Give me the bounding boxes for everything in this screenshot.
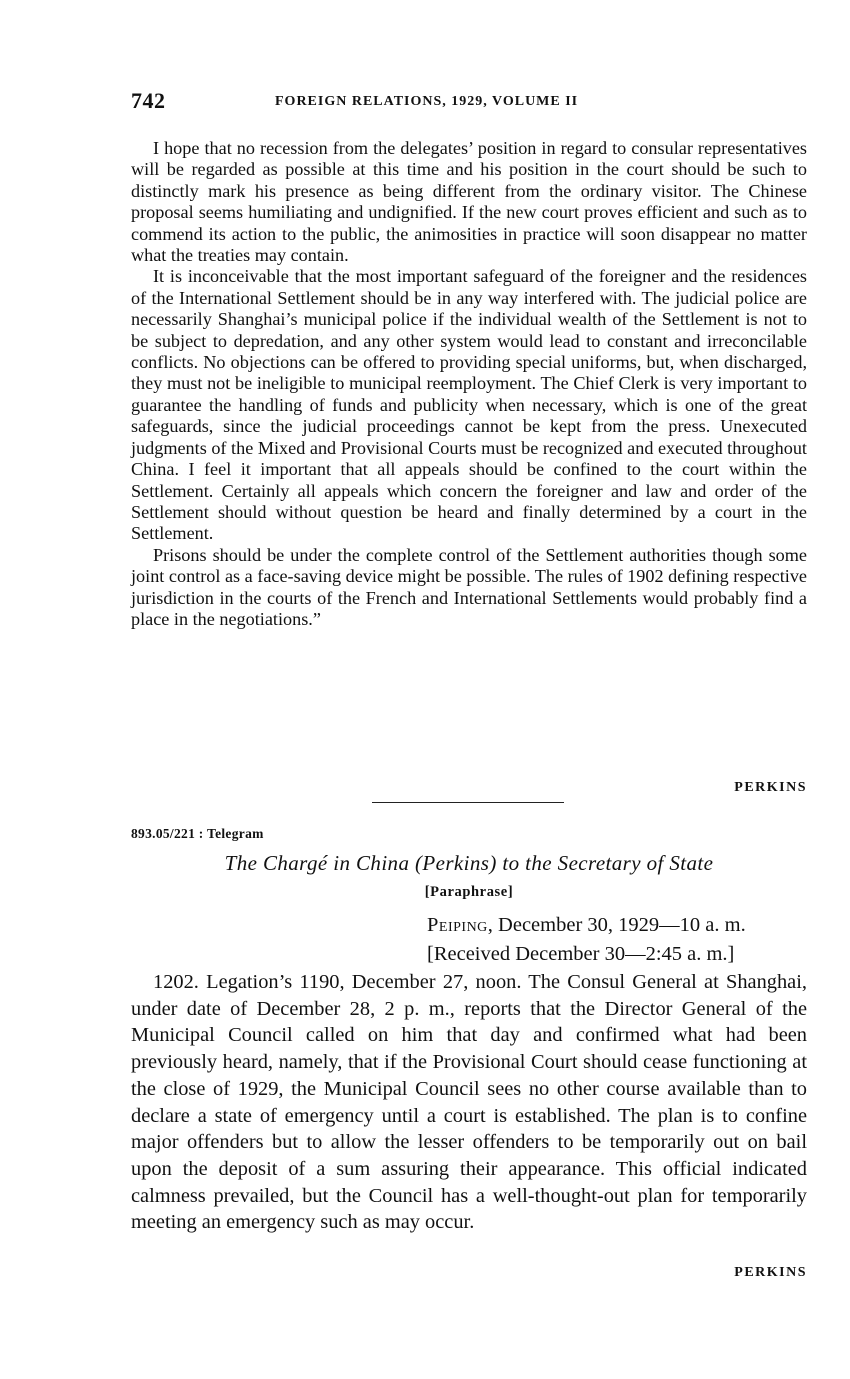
dateline-place: Peiping <box>427 914 488 936</box>
telegram-body <box>131 969 807 1236</box>
paragraph: 1202. Legation’s 1190, December 27, noon. The Consul General at Shanghai, under date of December 28, 2 p. m., reports that the Director General of the Municipal Council called on him that day and confirmed what had been previously heard, namely, that if the Provisional Court should cease functioning at the close of 1929, the Municipal Council sees no other course available than to declare a state of emergency until a court is established. The plan is to confine major offenders but to allow the lesser offenders to be temporarily out on bail upon the deposit of a sum assuring their appearance. This official indicated calmness prevailed, but the Council has a well-thought-out plan for temporarily meeting an emergency such as may occur. <box>131 971 807 1234</box>
dateline <box>427 912 746 939</box>
file-reference: 893.05/221 : Telegram <box>131 826 264 841</box>
paragraph: Prisons should be under the complete control of the Settlement authorities though some joint control as a face-saving device might be possible. The rules of 1902 defining respective jurisdiction in the courts of the French and International Settlements would probably find a place in the negotiations.” <box>131 544 807 629</box>
paragraph: I hope that no recession from the delegates’ position in regard to consular representatives will be regarded as possible at this time and his position in the court should be such to distinctly mark his presence as being different from the ordinary visitor. The Chinese proposal seems humiliating and undignified. If the new court proves efficient and such as to commend its action to the public, the animosities in practice will soon disappear no matter what the treaties may contain. <box>131 138 807 266</box>
running-title: FOREIGN RELATIONS, 1929, VOLUME II <box>275 94 579 109</box>
paraphrase-label: [Paraphrase] <box>424 884 514 900</box>
received-line: [Received December 30—2:45 a. m.] <box>427 943 735 965</box>
document-title: The Chargé in China (Perkins) to the Secretary of State <box>224 851 714 875</box>
section-divider <box>372 802 564 803</box>
paragraph: It is inconceivable that the most important safeguard of the foreigner and the residences of the International Settlement should be in any way interfered with. The judicial police are necessarily Shanghai’s municipal police if the individual wealth of the Settlement is not to be subject to depredation, and any other system would lead to constant and irreconcilable conflicts. No objections can be offered to providing special uniforms, but, when discharged, they must not be ineligible to municipal reemployment. The Chief Clerk is very important to guarantee the handling of funds and publicity when necessary, which is one of the great safeguards, since the judicial proceedings cannot be kept from the press. Unexecuted judgments of the Mixed and Provisional Courts must be recognized and executed throughout China. I feel it important that all appeals should be confined to the court within the Settlement. Certainly all appeals which concern the foreigner and law and order of the Settlement should without question be heard and finally determined by a court in the Settlement. <box>131 266 807 544</box>
quoted-continuation <box>131 138 807 630</box>
dateline-date: , December 30, 1929—10 a. m. <box>487 914 746 936</box>
page-number: 742 <box>131 88 166 113</box>
signature: PERKINS <box>734 1265 807 1280</box>
page-header <box>131 88 807 118</box>
signature: PERKINS <box>734 780 807 795</box>
